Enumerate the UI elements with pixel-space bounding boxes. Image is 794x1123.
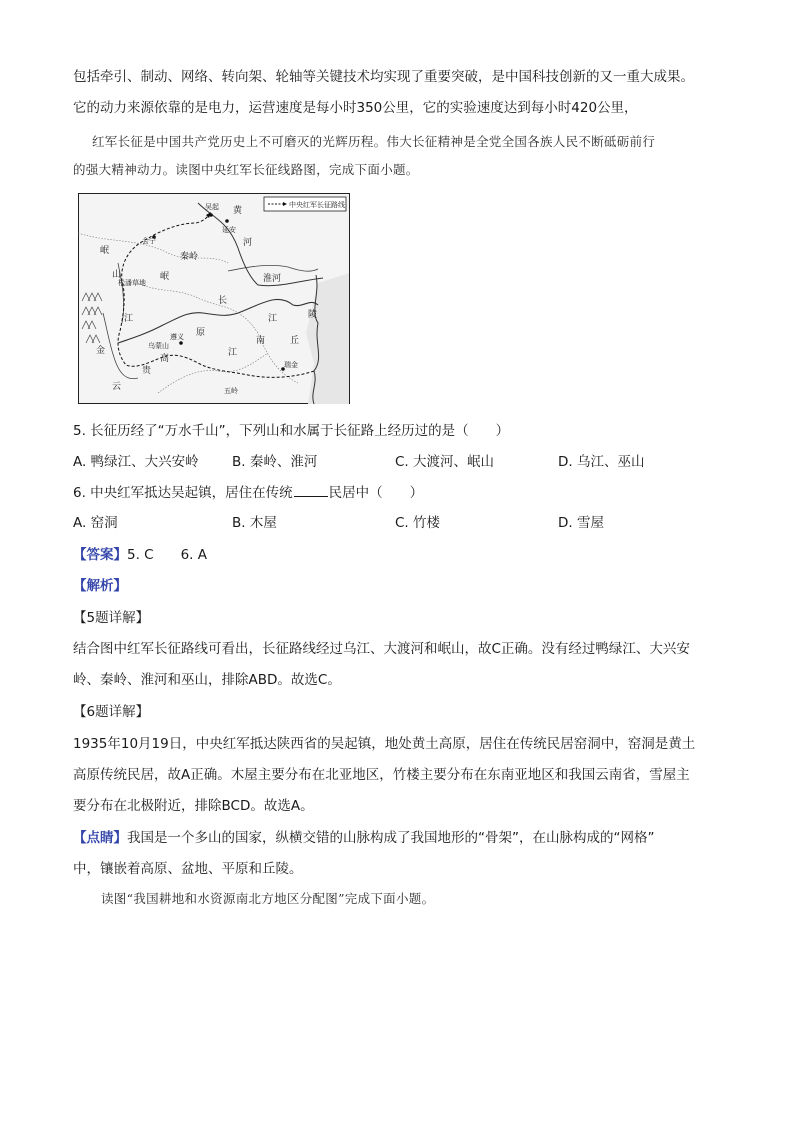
q5-stem: 5. 长征历经了“万水千山”，下列山和水属于长征路上经历过的是（ ） — [73, 423, 510, 439]
answer-text: 5. C 6. A — [127, 547, 208, 563]
q5-option-a: A. 鸭绿江、大兴安岭 — [73, 454, 199, 470]
map-label-yuan: 原 — [196, 328, 206, 338]
map-label-zunyi: 遵义 — [170, 333, 184, 341]
q6-detail-heading: 【6题详解】 — [73, 704, 150, 720]
map-label-qinling: 秦岭 — [180, 252, 199, 262]
map-label-wuqi: 吴起 — [205, 203, 219, 211]
q6-blank — [294, 482, 328, 497]
analysis-label: 【解析】 — [73, 578, 127, 594]
map-label-ling: 陵 — [308, 310, 318, 320]
next-intro: 读图“我国耕地和水资源南北方地区分配图”完成下面小题。 — [101, 891, 435, 906]
q6-detail-line-1: 1935年10月19日，中央红军抵达陕西省的吴起镇，地处黄土高原，居住在传统民居窑洞中，窑洞是黄土 — [73, 736, 696, 752]
q6-detail-line-3: 要分布在北极附近，排除BCD。故选A。 — [73, 798, 314, 814]
map-label-huang: 黄 — [233, 206, 243, 216]
map-label-shan: 山 — [112, 270, 122, 280]
map-label-caodi: 松潘草地 — [118, 279, 146, 287]
q6-option-a: A. 窑洞 — [73, 515, 118, 531]
dianjing-line-1 — [73, 828, 654, 848]
map-label-min-2: 岷 — [160, 272, 170, 282]
map-label-jiang-2: 江 — [228, 348, 238, 358]
intro-line-1: 包括牵引、制动、网络、转向架、轮轴等关键技术均实现了重要突破，是中国科技创新的又一重大成果。 — [73, 69, 694, 85]
map-label-wuling: 五岭 — [224, 387, 238, 395]
intro-line-2: 它的动力来源依靠的是电力，运营速度是每小时350公里，它的实验速度达到每小时420公里， — [73, 100, 638, 116]
map-label-wumengshan: 乌蒙山 — [148, 342, 169, 350]
q6-stem — [73, 482, 423, 503]
q5-option-b: B. 秦岭、淮河 — [232, 454, 318, 470]
q5-detail-line-2: 岭、秦岭、淮河和巫山，排除ABD。故选C。 — [73, 672, 341, 688]
q5-option-d: D. 乌江、巫山 — [558, 454, 645, 470]
map-label-yanan: 延安 — [222, 226, 236, 234]
map-label-jin: 金 — [96, 346, 106, 356]
q6-option-b: B. 木屋 — [232, 515, 277, 531]
map-label-min-1: 岷 — [100, 246, 110, 256]
map-label-he: 河 — [243, 238, 253, 248]
map-label-yun: 云 — [112, 382, 122, 392]
q6-option-d: D. 雪屋 — [558, 515, 604, 531]
q6-stem-before: 6. 中央红军抵达吴起镇，居住在传统 — [73, 485, 293, 501]
map-legend-label: 中央红军长征路线 — [289, 201, 345, 209]
map-label-gao: 高 — [160, 354, 170, 364]
map-label-jiang-3: 江 — [268, 314, 278, 324]
dianjing-label: 【点睛】 — [73, 830, 127, 846]
q6-option-c: C. 竹楼 — [395, 515, 441, 531]
q6-detail-line-2: 高原传统民居，故A正确。木屋主要分布在北亚地区，竹楼主要分布在东南亚地区和我国云南省，雪屋主 — [73, 767, 690, 783]
map-label-nan: 南 — [256, 336, 266, 346]
map-label-gui: 贵 — [142, 366, 152, 376]
map-label-huaihe: 淮河 — [263, 274, 282, 284]
answer-label: 【答案】 — [73, 547, 127, 563]
map-label-zhang: 长 — [218, 296, 228, 306]
q5-option-c: C. 大渡河、岷山 — [395, 454, 495, 470]
q5-detail-heading: 【5题详解】 — [73, 610, 150, 626]
q5-detail-line-1: 结合图中红军长征路线可看出，长征路线经过乌江、大渡河和岷山，故C正确。没有经过鸭绿江、大兴安 — [73, 641, 690, 657]
passage-line-1: 红军长征是中国共产党历史上不可磨灭的光辉历程。伟大长征精神是全党全国各族人民不断砥砺前行 — [92, 134, 656, 149]
dianjing-line-2: 中，镶嵌着高原、盆地、平原和丘陵。 — [73, 861, 303, 877]
long-march-route-map — [78, 193, 350, 404]
dianjing-text-1: 我国是一个多山的国家，纵横交错的山脉构成了我国地形的“骨架”，在山脉构成的“网格” — [127, 830, 655, 846]
passage-line-2: 的强大精神动力。读图中央红军长征线路图，完成下面小题。 — [73, 162, 419, 177]
map-label-huining: 会宁 — [142, 237, 156, 245]
map-label-ruijin: 瑞金 — [284, 361, 298, 369]
q6-stem-after: 民居中（ ） — [328, 485, 424, 501]
answer-line — [73, 545, 207, 565]
map-label-qiu: 丘 — [290, 336, 300, 346]
map-label-jiang-1: 江 — [124, 314, 134, 324]
